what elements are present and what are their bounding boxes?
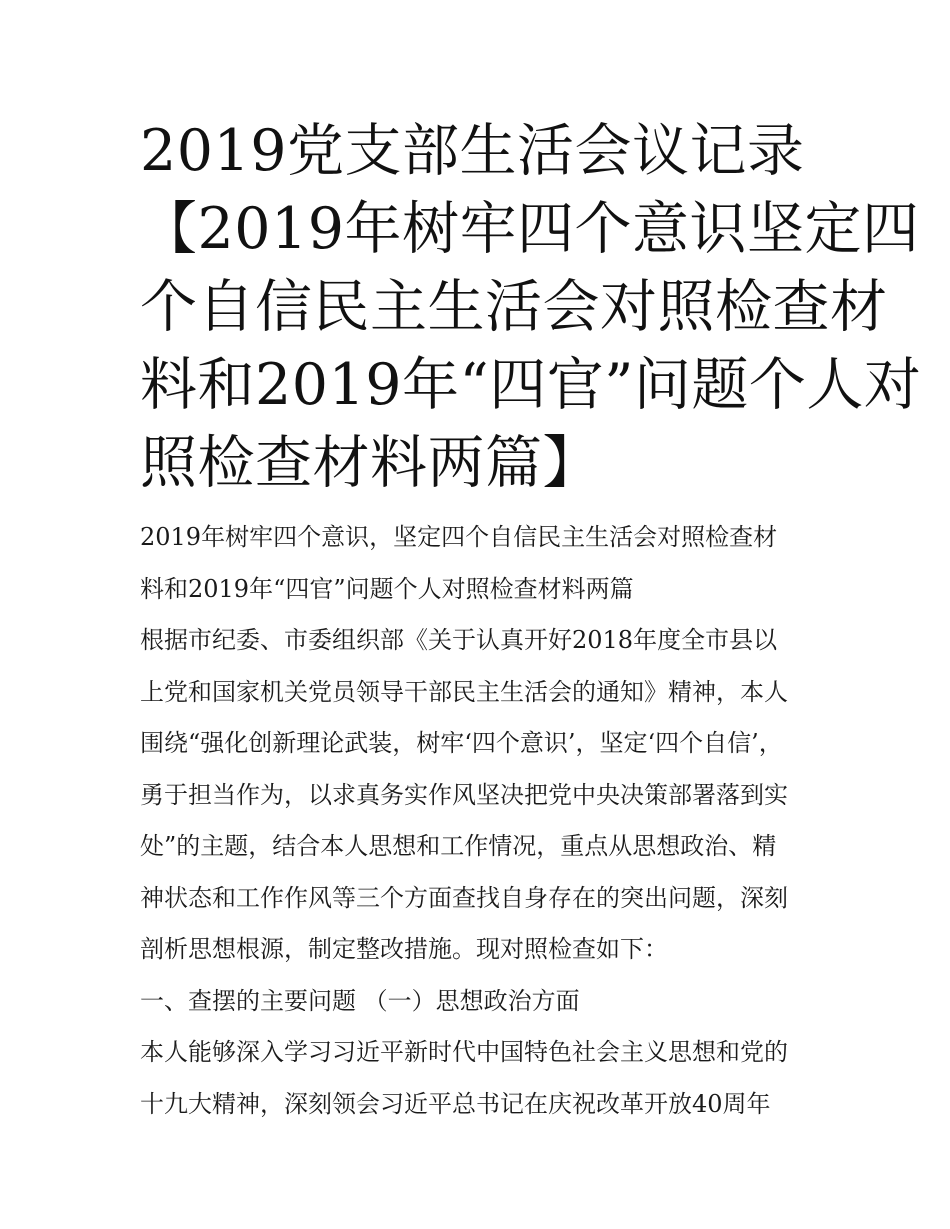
title-line-5: 照检查材料两篇】 bbox=[140, 430, 600, 496]
body-line-8: 神状态和工作作风等三个方面查找自身存在的突出问题，深刻 bbox=[140, 883, 788, 912]
document-body bbox=[140, 512, 830, 1130]
title-line-4: 料和2019年“四官”问题个人对 bbox=[140, 352, 922, 418]
body-line-12: 十九大精神，深刻领会习近平总书记在庆祝改革开放40周年 bbox=[140, 1089, 771, 1118]
title-line-2: 【2019年树牢四个意识坚定四 bbox=[140, 196, 920, 262]
section-heading-1: 一、查摆的主要问题 （一）思想政治方面 bbox=[140, 986, 580, 1015]
body-line-11: 本人能够深入学习习近平新时代中国特色社会主义思想和党的 bbox=[140, 1038, 788, 1066]
title-line-3: 个自信民主生活会对照检查材 bbox=[140, 274, 888, 340]
body-line-4: 上党和国家机关党员领导干部民主生活会的通知》精神，本人 bbox=[140, 677, 788, 706]
body-line-9: 剖析思想根源，制定整改措施。现对照检查如下： bbox=[140, 935, 668, 963]
body-line-6: 勇于担当作为，以求真务实作风坚决把党中央决策部署落到实 bbox=[140, 780, 788, 809]
body-line-3: 根据市纪委、市委组织部《关于认真开好2018年度全市县以 bbox=[140, 626, 778, 654]
body-line-7: 处”的主题，结合本人思想和工作情况，重点从思想政治、精 bbox=[140, 832, 777, 860]
body-line-5: 围绕“强化创新理论武装，树牢‘四个意识’，坚定‘四个自信’， bbox=[140, 729, 783, 757]
title-line-1: 2019党支部生活会议记录 bbox=[140, 118, 805, 184]
body-line-1: 2019年树牢四个意识，坚定四个自信民主生活会对照检查材 bbox=[140, 523, 778, 551]
document-title bbox=[140, 112, 922, 502]
body-line-2: 料和2019年“四官”问题个人对照检查材料两篇 bbox=[140, 574, 634, 603]
